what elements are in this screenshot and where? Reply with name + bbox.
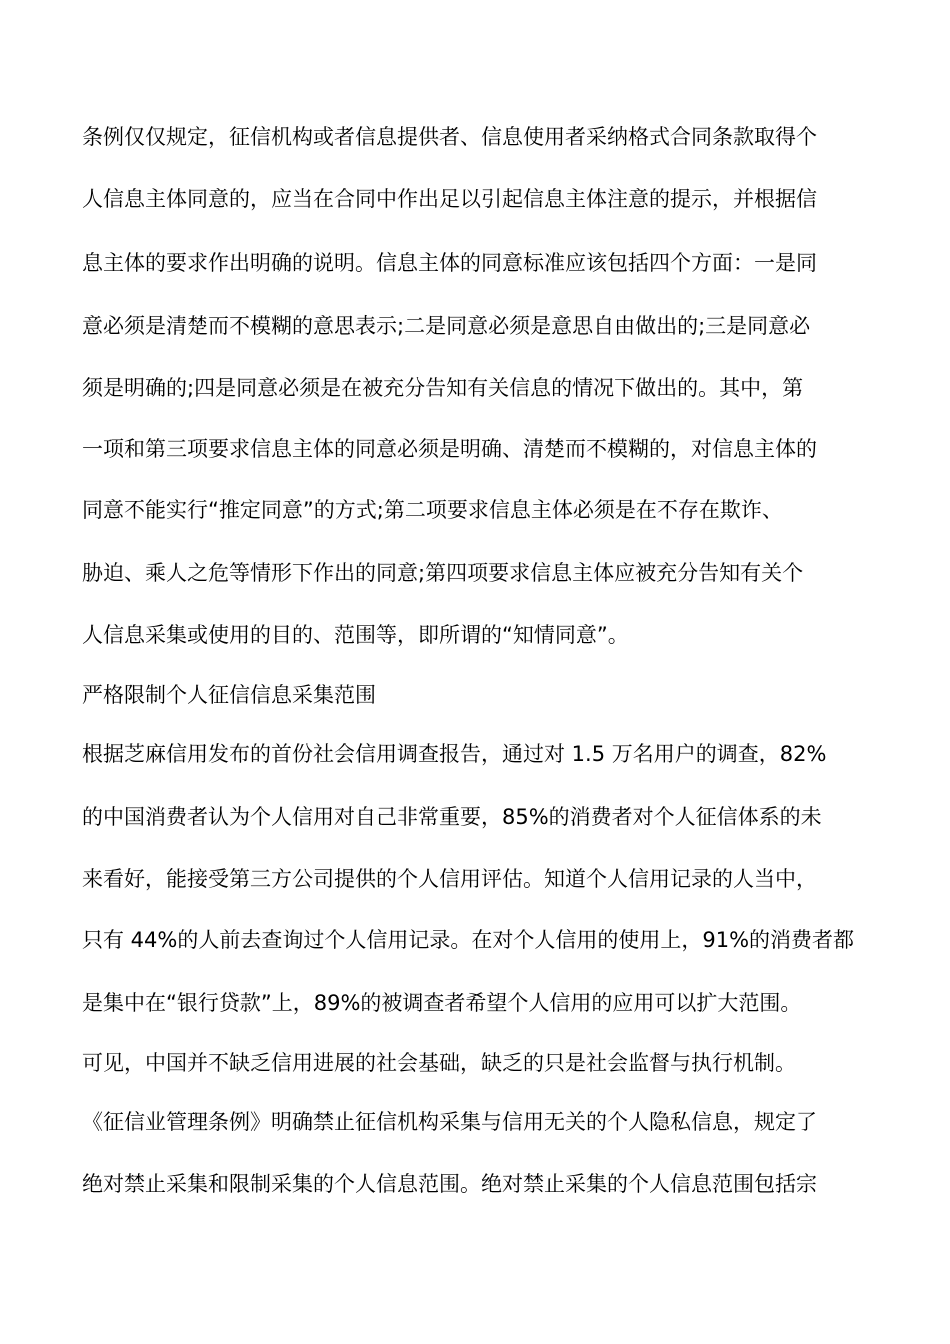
paragraph-1-line-9: 人信息采集或使用的目的、范围等，即所谓的“知情同意”。 [82,623,629,647]
paragraph-1-line-3: 息主体的要求作出明确的说明。信息主体的同意标准应该包括四个方面：一是同 [82,251,817,275]
paragraph-2-line-3: 来看好，能接受第三方公司提供的个人信用评估。知道个人信用记录的人当中， [82,867,817,891]
paragraph-3-line-1: 《征信业管理条例》明确禁止征信机构采集与信用无关的个人隐私信息，规定了 [82,1110,817,1134]
paragraph-2-line-4: 只有 44%的人前去查询过个人信用记录。在对个人信用的使用上，91%的消费者都 [82,928,855,952]
paragraph-1-line-2: 人信息主体同意的，应当在合同中作出足以引起信息主体注意的提示，并根据信 [82,187,817,211]
paragraph-2-line-6: 可见，中国并不缺乏信用进展的社会基础，缺乏的只是社会监督与执行机制。 [82,1051,796,1075]
paragraph-1-line-4: 意必须是清楚而不模糊的意思表示;二是同意必须是意思自由做出的;三是同意必 [82,314,811,338]
paragraph-1-line-8: 胁迫、乘人之危等情形下作出的同意;第四项要求信息主体应被充分告知有关个 [82,561,804,585]
paragraph-1-line-7: 同意不能实行“推定同意”的方式;第二项要求信息主体必须是在不存在欺诈、 [82,498,783,522]
paragraph-2-line-5: 是集中在“银行贷款”上，89%的被调查者希望个人信用的应用可以扩大范围。 [82,991,802,1015]
paragraph-2-line-1: 根据芝麻信用发布的首份社会信用调查报告，通过对 1.5 万名用户的调查，82% [82,742,827,766]
paragraph-1-line-5: 须是明确的;四是同意必须是在被充分告知有关信息的情况下做出的。其中，第 [82,376,804,400]
section-heading: 严格限制个人征信信息采集范围 [82,683,376,707]
paragraph-3-line-2: 绝对禁止采集和限制采集的个人信息范围。绝对禁止采集的个人信息范围包括宗 [82,1172,817,1196]
paragraph-1-line-1: 条例仅仅规定，征信机构或者信息提供者、信息使用者采纳格式合同条款取得个 [82,125,817,149]
paragraph-2-line-2: 的中国消费者认为个人信用对自己非常重要，85%的消费者对个人征信体系的未 [82,805,822,829]
paragraph-1-line-6: 一项和第三项要求信息主体的同意必须是明确、清楚而不模糊的，对信息主体的 [82,437,817,461]
